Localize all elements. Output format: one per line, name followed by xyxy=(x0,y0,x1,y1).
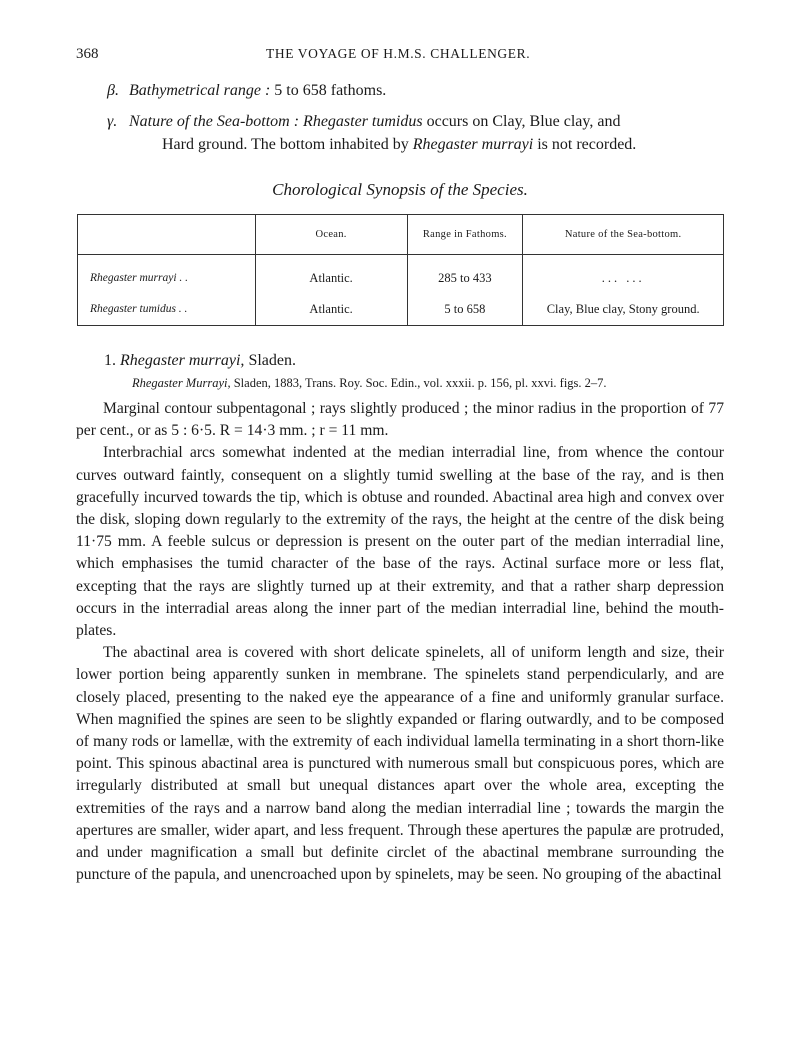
col-header-ocean: Ocean. xyxy=(255,215,407,255)
range-text: 5 to 658 fathoms. xyxy=(274,82,387,99)
cell-ocean: Atlantic. xyxy=(255,255,407,294)
species-author: Sladen. xyxy=(248,352,296,369)
description-text xyxy=(76,398,724,886)
species-heading xyxy=(104,352,296,370)
nature-species-2: Rhegaster murrayi xyxy=(412,136,534,153)
species-name: Rhegaster murrayi, xyxy=(120,352,245,369)
cell-species: Rhegaster murrayi . . xyxy=(90,272,189,285)
synopsis-table xyxy=(77,214,724,326)
range-label: Bathymetrical range : xyxy=(129,82,271,99)
cell-nature: ... ... xyxy=(523,255,724,294)
cell-range: 5 to 658 xyxy=(407,294,523,326)
cell-ocean: Atlantic. xyxy=(255,294,407,326)
table-header-row xyxy=(78,215,724,255)
citation-name: Rhegaster Murrayi, xyxy=(132,376,231,390)
nature-text-1: occurs on Clay, Blue clay, and xyxy=(426,113,621,130)
running-title: THE VOYAGE OF H.M.S. CHALLENGER. xyxy=(266,46,531,61)
nature-text-2: Hard ground. The bottom inhabited by xyxy=(162,136,409,153)
table-row xyxy=(78,294,724,326)
cell-range: 285 to 433 xyxy=(407,255,523,294)
species-number: 1. xyxy=(104,352,116,369)
cell-nature: Clay, Blue clay, Stony ground. xyxy=(523,294,724,326)
col-header-nature: Nature of the Sea-bottom. xyxy=(523,215,724,255)
col-header-species xyxy=(78,215,256,255)
bathymetrical-range xyxy=(107,82,386,100)
col-header-range: Range in Fathoms. xyxy=(407,215,523,255)
synopsis-title: Chorological Synopsis of the Species. xyxy=(272,180,528,199)
paragraph: Marginal contour subpentagonal ; rays slightly produced ; the minor radius in the proportion of 77 per cent., or as 5 : 6·5. R = 14·3 mm. ; r = 11 mm. xyxy=(76,400,724,440)
page-number: 368 xyxy=(76,46,99,62)
nature-marker: γ. xyxy=(107,113,118,130)
range-marker: β. xyxy=(107,82,119,99)
cell-species: Rhegaster tumidus . . xyxy=(90,303,188,316)
nature-species-1: Rhegaster tumidus xyxy=(303,113,423,130)
sea-bottom-nature xyxy=(107,110,727,156)
citation-text: Sladen, 1883, Trans. Roy. Soc. Edin., vol. xxxii. p. 156, pl. xxvi. figs. 2–7. xyxy=(233,376,607,390)
paragraph: The abactinal area is covered with short delicate spinelets, all of uniform length and size, their lower portion being apparently sunken in membrane. The spinelets stand perpendicularly, and are closely placed, presenting to the naked eye the appearance of a fine and uniformly granular surface. When magnified the spines are seen to be slightly expanded or flaring outwardly, and to be composed of many rods or lamellæ, with the extremity of each individual lamella terminating in a short thorn-like point. This spinous abactinal area is punctured with numerous small but conspicuous pores, which are irregularly distributed at small but unequal distances apart over the whole area, excepting the extremities of the rays and a narrow band along the median interradial line ; towards the margin the apertures are smaller, wider apart, and less frequent. Through these apertures the papulæ are protruded, and under magnification a small but definite circlet of the abactinal membrane surrounding the puncture of the papula, and unencroached upon by spinelets, may be seen. No grouping of the abactinal xyxy=(76,644,724,884)
paragraph: Interbrachial arcs somewhat indented at the median interradial line, from whence the contour curves outward faintly, consequent on a slightly tumid swelling at the base of the ray, and is then gracefully incurved towards the tip, which is obtuse and rounded. Abactinal area high and convex over the disk, sloping down regularly to the extremity of the rays, the height at the centre of the disk being 11·75 mm. A feeble sulcus or depression is present on the outer part of the median interradial line, which emphasises the tumid character of the base of the rays. Actinal surface more or less flat, excepting that the rays are slightly turned up at their extremity, and that a rather sharp depression occurs in the interradial areas along the inner part of the median interradial line, behind the mouth-plates. xyxy=(76,444,724,640)
table-row xyxy=(78,255,724,294)
nature-text-3: is not recorded. xyxy=(537,136,637,153)
nature-label: Nature of the Sea-bottom : xyxy=(129,113,300,130)
citation xyxy=(132,376,607,391)
page-header xyxy=(76,46,724,68)
